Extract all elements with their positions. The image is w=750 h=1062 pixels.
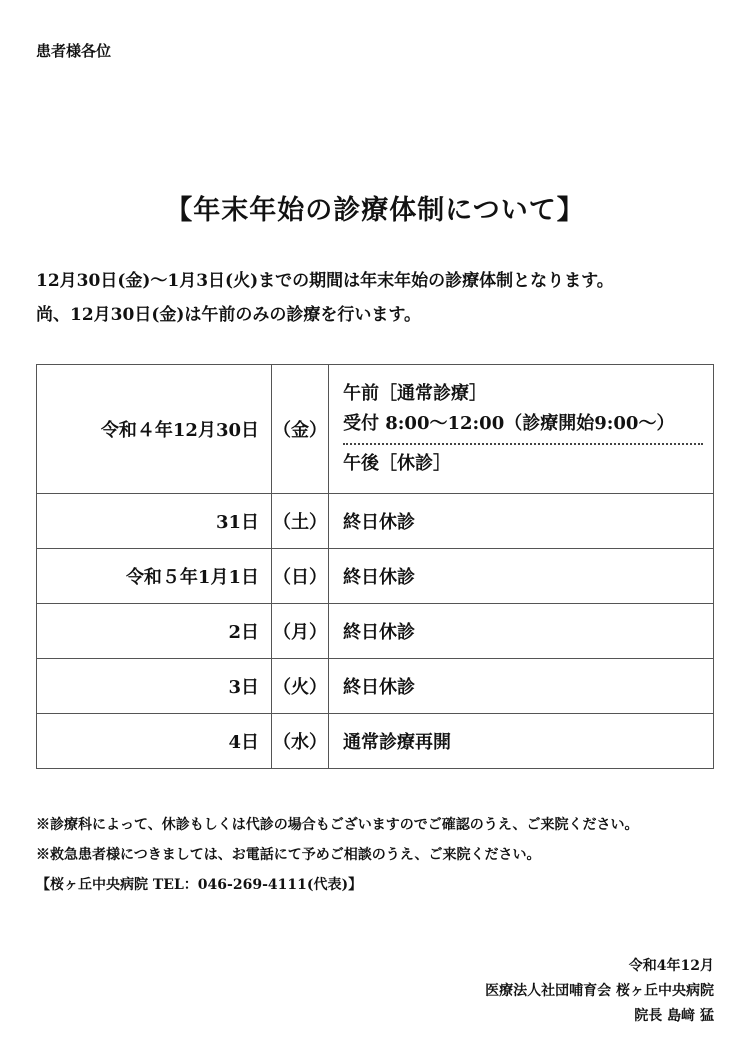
- intro-text: [36, 264, 726, 332]
- schedule-table: [36, 364, 714, 769]
- schedule-date: 令和４年12月30日: [37, 365, 272, 494]
- page-title: 【年末年始の診療体制について】: [165, 195, 585, 226]
- table-row: [37, 365, 714, 494]
- schedule-date: 2日: [37, 604, 272, 659]
- schedule-date: 3日: [37, 659, 272, 714]
- table-row: [37, 604, 714, 659]
- contact-info: 【桜ヶ丘中央病院 TEL：046-269-4111(代表)】: [36, 877, 363, 893]
- schedule-status: 終日休診: [329, 549, 714, 604]
- morning-label: 午前［通常診療］: [343, 383, 487, 404]
- organization-name: 医療法人社団哺育会 桜ヶ丘中央病院: [485, 983, 714, 999]
- note-line-1: ※診療科によって、休診もしくは代診の場合もございますのでご確認のうえ、ご来院ください。: [36, 817, 639, 833]
- issue-date: 令和4年12月: [628, 958, 714, 974]
- schedule-status: 終日休診: [329, 494, 714, 549]
- addressee: 患者様各位: [36, 42, 112, 60]
- schedule-status: 終日休診: [329, 604, 714, 659]
- table-row: [37, 494, 714, 549]
- schedule-detail: [329, 365, 714, 494]
- signature-block: [485, 954, 714, 1029]
- table-row: [37, 659, 714, 714]
- schedule-day-of-week: （金）: [272, 365, 329, 494]
- director-name: 院長 島﨑 猛: [634, 1008, 714, 1024]
- table-row: [37, 714, 714, 769]
- intro-line-2: 尚、12月30日(金)は午前のみの診療を行います。: [36, 305, 422, 325]
- notes: [36, 810, 726, 900]
- table-row: [37, 549, 714, 604]
- schedule-status: 終日休診: [329, 659, 714, 714]
- schedule-day-of-week: （月）: [272, 604, 329, 659]
- schedule-day-of-week: （日）: [272, 549, 329, 604]
- note-line-2: ※救急患者様につきましては、お電話にて予めご相談のうえ、ご来院ください。: [36, 847, 541, 863]
- intro-line-1: 12月30日(金)～1月3日(火)までの期間は年末年始の診療体制となります。: [36, 271, 614, 291]
- reception-hours: 受付 8:00～12:00（診療開始9:00～）: [343, 413, 675, 434]
- schedule-date: 4日: [37, 714, 272, 769]
- dotted-divider: [343, 443, 703, 445]
- schedule-date: 令和５年1月1日: [37, 549, 272, 604]
- afternoon-label: 午後［休診］: [343, 453, 451, 474]
- schedule-status: 通常診療再開: [329, 714, 714, 769]
- schedule-day-of-week: （土）: [272, 494, 329, 549]
- schedule-date: 31日: [37, 494, 272, 549]
- schedule-day-of-week: （火）: [272, 659, 329, 714]
- schedule-day-of-week: （水）: [272, 714, 329, 769]
